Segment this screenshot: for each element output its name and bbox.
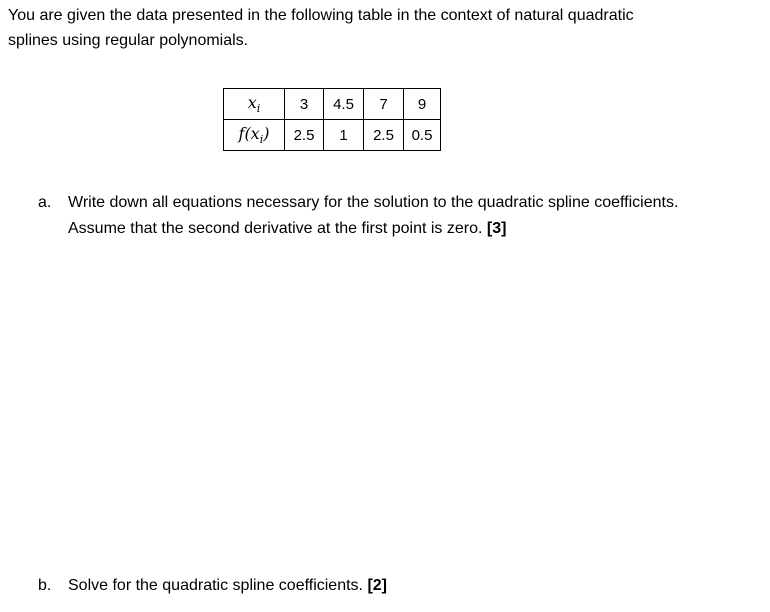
question-a-marker: a.: [38, 194, 52, 211]
intro-line-2: splines using regular polynomials.: [8, 32, 249, 49]
data-table: [223, 88, 441, 151]
question-a-marks: [3]: [486, 220, 507, 237]
table-cell: 9: [404, 89, 441, 120]
table-cell: 4.5: [324, 89, 364, 120]
question-b-text: [68, 573, 748, 599]
table-row-f: [224, 120, 441, 151]
question-a-line-1: Write down all equations necessary for the solution to the quadratic spline coefficients.: [68, 194, 679, 211]
question-a: [38, 190, 748, 242]
table-cell: 1: [324, 120, 364, 151]
table-cell: 0.5: [404, 120, 441, 151]
intro-line-1: You are given the data presented in the following table in the context of natural quadratic: [8, 7, 634, 24]
table-cell: 3: [285, 89, 324, 120]
question-b-marker: b.: [38, 577, 52, 594]
f-row-header: $f(x_i)$: [224, 120, 285, 151]
question-b-line-1: Solve for the quadratic spline coefficients. [2]: [68, 577, 387, 594]
intro-paragraph: [8, 3, 708, 53]
question-b: [38, 573, 748, 599]
table-cell: 7: [364, 89, 404, 120]
table-cell: 2.5: [364, 120, 404, 151]
question-a-line-2: Assume that the second derivative at the first point is zero. [3]: [68, 220, 507, 237]
question-a-text: [68, 190, 748, 242]
x-row-header: $x_i$: [224, 89, 285, 120]
question-b-marks: [2]: [367, 577, 387, 594]
table-row-x: [224, 89, 441, 120]
table-cell: 2.5: [285, 120, 324, 151]
